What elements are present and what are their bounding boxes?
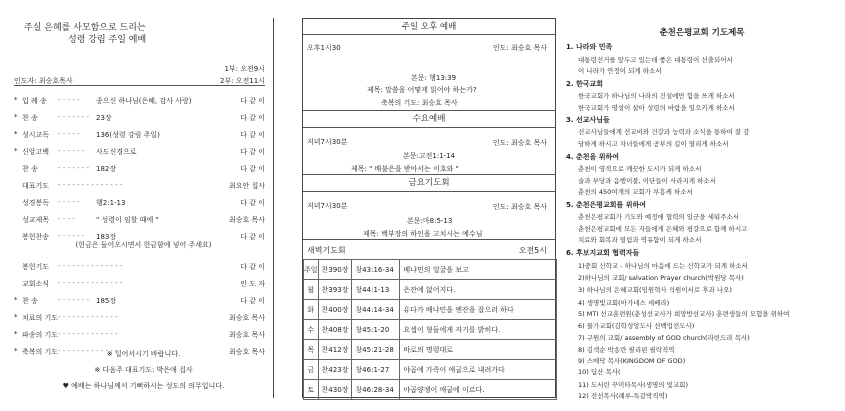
order-performer: 다 같 이 (240, 263, 265, 271)
day-cell: 목 (304, 340, 319, 360)
scripture-cell: 창45:1-20 (352, 320, 400, 340)
prayer-item: 6) 물가교회(김학성앙도사 선백업전도사) (578, 322, 695, 330)
order-label: 성경봉독 (22, 199, 50, 207)
prayer-item: 2)하나님의 교회/ salvation Prayer church(박원당 목사) (578, 274, 744, 282)
service-time-2: 2부: 오전11시 (220, 77, 265, 85)
prayer-item: 한국교회가 하나님의 나라의 건설에만 힘을 쓰게 하소서 (578, 92, 735, 100)
service-time-1: 1부: 오전9시 (224, 65, 265, 73)
order-dashes: - - - - - - (58, 232, 85, 240)
order-content: 23장 (96, 114, 112, 122)
order-dashes: - - - - - - (58, 147, 85, 155)
order-performer: 최요안 집사 (228, 182, 265, 190)
scripture-cell: 창45:21-28 (352, 340, 400, 360)
order-content: 185장 (96, 297, 117, 305)
order-mark: * (14, 113, 18, 121)
prayer-heading: 5. 춘천은평교회를 위하여 (566, 201, 647, 209)
order-mark: * (14, 130, 18, 138)
day-cell: 토 (304, 380, 319, 400)
order-mark: * (14, 147, 18, 155)
day-cell: 월 (304, 280, 319, 300)
hymn-cell: 찬423장 (318, 360, 352, 380)
sunday-afternoon-sermon: 제목: 말씀을 어떻게 읽어야 하는가? (367, 86, 477, 94)
order-performer: 최승호 목사 (228, 216, 265, 224)
day-cell: 화 (304, 300, 319, 320)
prayer-item: 3) 하나님의 은혜교회(임원혁사 석원이서로 후과 나오) (578, 286, 732, 294)
title-cell: 요셉이 형들에게 자기를 밝히다. (400, 320, 557, 340)
scripture-cell: 창46:28-34 (352, 380, 400, 400)
prayer-item: 치료와 회복과 열림과 역유함이 되게 하소서 (578, 236, 702, 244)
table-row (304, 300, 557, 320)
prayer-item: 한국교회가 영성이 살아 성령의 바람을 일으키게 하소서 (578, 104, 735, 112)
order-performer: 다 같 이 (240, 131, 265, 139)
prayer-item: 춘천의 450여개의 교회가 부흥케 하소서 (578, 188, 693, 196)
day-cell: 주일 (304, 260, 319, 280)
hymn-cell: 찬408장 (318, 320, 352, 340)
order-dashes: - - - - - (58, 96, 80, 104)
order-performer: 다 같 이 (240, 233, 265, 241)
prayer-item: 8) 김색순 박송란 필리핀 필락직역 (578, 346, 675, 354)
order-item (14, 313, 265, 326)
stand-note: ※ 일어서시기 바랍니다. (106, 350, 181, 358)
order-label: 입 례 송 (22, 97, 47, 105)
order-label: 성교제목 (22, 216, 50, 224)
prayer-topics-title: 춘천은평교회 기도제목 (659, 28, 745, 38)
sunday-afternoon-blessing: 축복의 기도: 최승호 목사 (381, 99, 458, 107)
wednesday-time: 저녁7시30분 (307, 138, 348, 146)
service-title: 성령 강림 주일 예배 (68, 35, 147, 45)
order-label: 찬 송 (22, 114, 38, 122)
order-dashes: - - - - - - - - - - - - - (58, 330, 118, 338)
order-item (14, 130, 265, 143)
sunday-afternoon-text: 본문: 행13:39 (411, 74, 457, 82)
order-item (14, 181, 265, 194)
prayer-heading: 3. 선교사님들 (566, 116, 610, 124)
order-item (14, 113, 265, 126)
prayer-item: 4) 생명빛교회(아가네스 세베라) (578, 299, 670, 307)
order-content: 행2:1-13 (96, 199, 126, 207)
scripture-cell: 창43:16-34 (352, 260, 400, 280)
wednesday-leader: 인도: 최승호 목사 (492, 139, 547, 147)
table-row (304, 320, 557, 340)
order-label: 신앙고백 (22, 148, 50, 156)
scripture-cell: 창46:1-27 (352, 360, 400, 380)
friday-time: 저녁7시30분 (307, 202, 348, 210)
order-mark: * (14, 313, 18, 321)
order-performer: 다 같 이 (240, 199, 265, 207)
prayer-heading: 6. 후보지교회 협력자들 (566, 249, 640, 257)
order-label: 찬 송 (22, 165, 38, 173)
order-item (14, 215, 265, 228)
title-cell: 야곱양쟁이 애굽에 이르다. (400, 380, 557, 400)
dawn-prayer-table (303, 259, 557, 400)
order-item (14, 262, 265, 275)
order-dashes: - - - - - - - - - - - - - - (58, 262, 123, 270)
order-dashes: - - - - - - - - - - - - - (58, 313, 118, 321)
day-cell: 수 (304, 320, 319, 340)
friday-title: 금요기도회 (303, 175, 555, 192)
hymn-cell: 찬393장 (318, 280, 352, 300)
divider (303, 239, 555, 240)
prayer-item: 춘천은평교회가 기도와 예정에 협력의 일군을 세워주소서 (578, 213, 740, 221)
prayer-item: 선교사님들에게 선교비와 건강과 능력과 소식을 통하여 잘 감 (578, 128, 750, 136)
order-performer: 최승호 목사 (228, 331, 265, 339)
order-performer: 다 같 이 (240, 165, 265, 173)
sunday-afternoon-time: 오후1시30 (307, 44, 341, 52)
friday-text: 본문:마8:5-13 (407, 217, 453, 225)
order-item (14, 96, 265, 109)
sunday-afternoon-leader: 인도: 최승호 목사 (492, 44, 547, 52)
order-dashes: - - - - - - - (58, 113, 90, 121)
order-content: 종으신 하나님(은혜, 감사 사랑) (96, 97, 192, 105)
scripture-cell: 창44:14-34 (352, 300, 400, 320)
order-dashes: - - - - - - - (58, 164, 90, 172)
order-content: 183장 (96, 233, 117, 241)
friday-leader: 인도: 최승호 목사 (492, 203, 547, 211)
day-cell: 금 (304, 360, 319, 380)
title-cell: 베냐민의 얼굴을 보고 (400, 260, 557, 280)
order-performer: 최승호 목사 (228, 348, 265, 356)
table-row (304, 280, 557, 300)
order-label: 교회소식 (22, 280, 50, 288)
prayer-item: 대통령선거를 앞두고 있는데 좋은 대통령이 선출되어서 (578, 56, 733, 64)
prayer-item: 12) 전선목사(례루-특갈박직역) (578, 392, 668, 400)
wednesday-title: 수요예배 (303, 111, 555, 128)
order-mark: * (14, 330, 18, 338)
weekly-services-panel (302, 18, 556, 398)
table-row (304, 360, 557, 380)
friday-sermon: 제목: 백부장의 하인을 고치시는 예수님 (363, 230, 483, 238)
order-mark: * (14, 296, 18, 304)
hymn-cell: 찬430장 (318, 380, 352, 400)
order-label: 축복의 기도 (22, 348, 59, 356)
wednesday-sermon: 제목: " 배불은을 받아서는 이호와 " (351, 165, 459, 173)
order-performer: 인 도 자 (240, 280, 265, 288)
order-dashes: - - - - - - - (58, 296, 90, 304)
order-dashes: - - - - (58, 215, 75, 223)
order-dashes: - - - - - (58, 198, 80, 206)
order-label: 치료의 기도 (22, 314, 59, 322)
prayer-heading: 4. 춘천을 위하여 (566, 153, 619, 161)
prayer-heading: 2. 한국교회 (566, 80, 604, 88)
order-item (14, 164, 265, 177)
next-week-note: ※ 다음주 대표기도: 박은애 집사 (94, 366, 193, 374)
order-label: 봉헌기도 (22, 263, 50, 271)
hymn-cell: 찬412장 (318, 340, 352, 360)
prayer-item: 5) MTI 선교훈련원(춘성선교사가 희망방선교사) 훈련생들의 모험을 위하여 (578, 310, 790, 318)
prayer-topics-panel (566, 14, 838, 400)
offering-note: (헌금은 들어오시면서 헌금함에 넣어 주세요) (75, 241, 212, 249)
order-item (14, 330, 265, 343)
order-content: 사도신경으로 (96, 148, 137, 156)
dawn-prayer-time: 오전5시 (518, 246, 547, 255)
prayer-item: 이 나라가 안정이 되게 하소서 (578, 67, 662, 75)
order-content: 182장 (96, 165, 117, 173)
service-leader: 인도자: 최승호목사 (14, 77, 73, 85)
hymn-cell: 찬400장 (318, 300, 352, 320)
order-dashes: - - - - - - - - - - - - - (58, 347, 118, 355)
hymn-cell: 찬390장 (318, 260, 352, 280)
title-cell: 은잔에 없어지다. (400, 280, 557, 300)
order-label: 파송의 기도 (22, 331, 59, 339)
order-content: 136(성령 강림 주일) (96, 131, 160, 139)
title-cell: 바로의 명령대로 (400, 340, 557, 360)
order-performer: 다 같 이 (240, 97, 265, 105)
order-dashes: - - - - - - - - - - - - - - (58, 279, 123, 287)
title-cell: 유다가 베냐민을 엔잔을 잡으러 하다 (400, 300, 557, 320)
table-row (304, 380, 557, 400)
order-dashes: - - - - - - - - - - - - - - (58, 181, 123, 189)
prayer-heading: 1. 나라와 민족 (566, 43, 613, 51)
order-item (14, 147, 265, 160)
order-label: 찬 송 (22, 297, 38, 305)
prayer-item: 1)중회 신학교 - 하나님의 마음에 드는 신학교가 되게 하소서 (578, 262, 748, 270)
duty-note: ♥ 예배는 하나님께서 기뻐하시는 성도의 의무입니다. (62, 382, 225, 390)
order-label: 봉헌찬송 (22, 233, 50, 241)
order-item (14, 198, 265, 211)
order-performer: 다 같 이 (240, 148, 265, 156)
order-item (14, 296, 265, 309)
sunday-afternoon-title: 주일 오후 예배 (303, 19, 555, 35)
order-performer: 다 같 이 (240, 114, 265, 122)
prayer-item: 10) 딥산 목사( (578, 368, 621, 376)
order-label: 성시교독 (22, 131, 50, 139)
order-mark: * (14, 96, 18, 104)
prayer-item: 당하게 하시고 자녀들에게 공부의 길이 열리게 하소서 (578, 140, 729, 148)
prayer-item: 춘천은평교회에 모든 자들에게 은혜와 평강으로 함께 하시고 (578, 225, 748, 233)
dawn-prayer-title: 새벽기도회 (307, 246, 346, 255)
scripture-cell: 창44:1-13 (352, 280, 400, 300)
order-dashes: - - - - - (58, 130, 80, 138)
prayer-item: 술과 부당과 음행이불, 이단들이 사라지게 하소서 (578, 177, 716, 185)
prayer-item: 9) 스메닥 목사(KINGDOM OF GOD) (578, 357, 686, 365)
prayer-item: 춘천이 영적으로 깨끗한 도시가 되게 하소서 (578, 165, 702, 173)
table-row (304, 260, 557, 280)
order-performer: 다 같 이 (240, 297, 265, 305)
order-label: 대표기도 (22, 182, 50, 190)
wednesday-text: 본문:고전1:1-14 (403, 152, 456, 160)
order-mark: * (14, 347, 18, 355)
prayer-item: 11) 도서린 꾸미타목사(생명의 빛교회) (578, 381, 688, 389)
order-performer: 최승호 목사 (228, 314, 265, 322)
table-row (304, 340, 557, 360)
worship-order-panel (14, 18, 274, 398)
divider (14, 85, 265, 86)
prayer-item: 7) 구원의 교회/ assembly of GOD church(라빈드라 목사) (578, 334, 750, 342)
top-line: 주실 은혜를 사모함으로 드리는 (24, 23, 146, 33)
order-item (14, 279, 265, 292)
title-cell: 야곱에 가족이 애굽으로 내려가다 (400, 360, 557, 380)
order-content: " 성령이 임할 때에 " (96, 216, 159, 224)
